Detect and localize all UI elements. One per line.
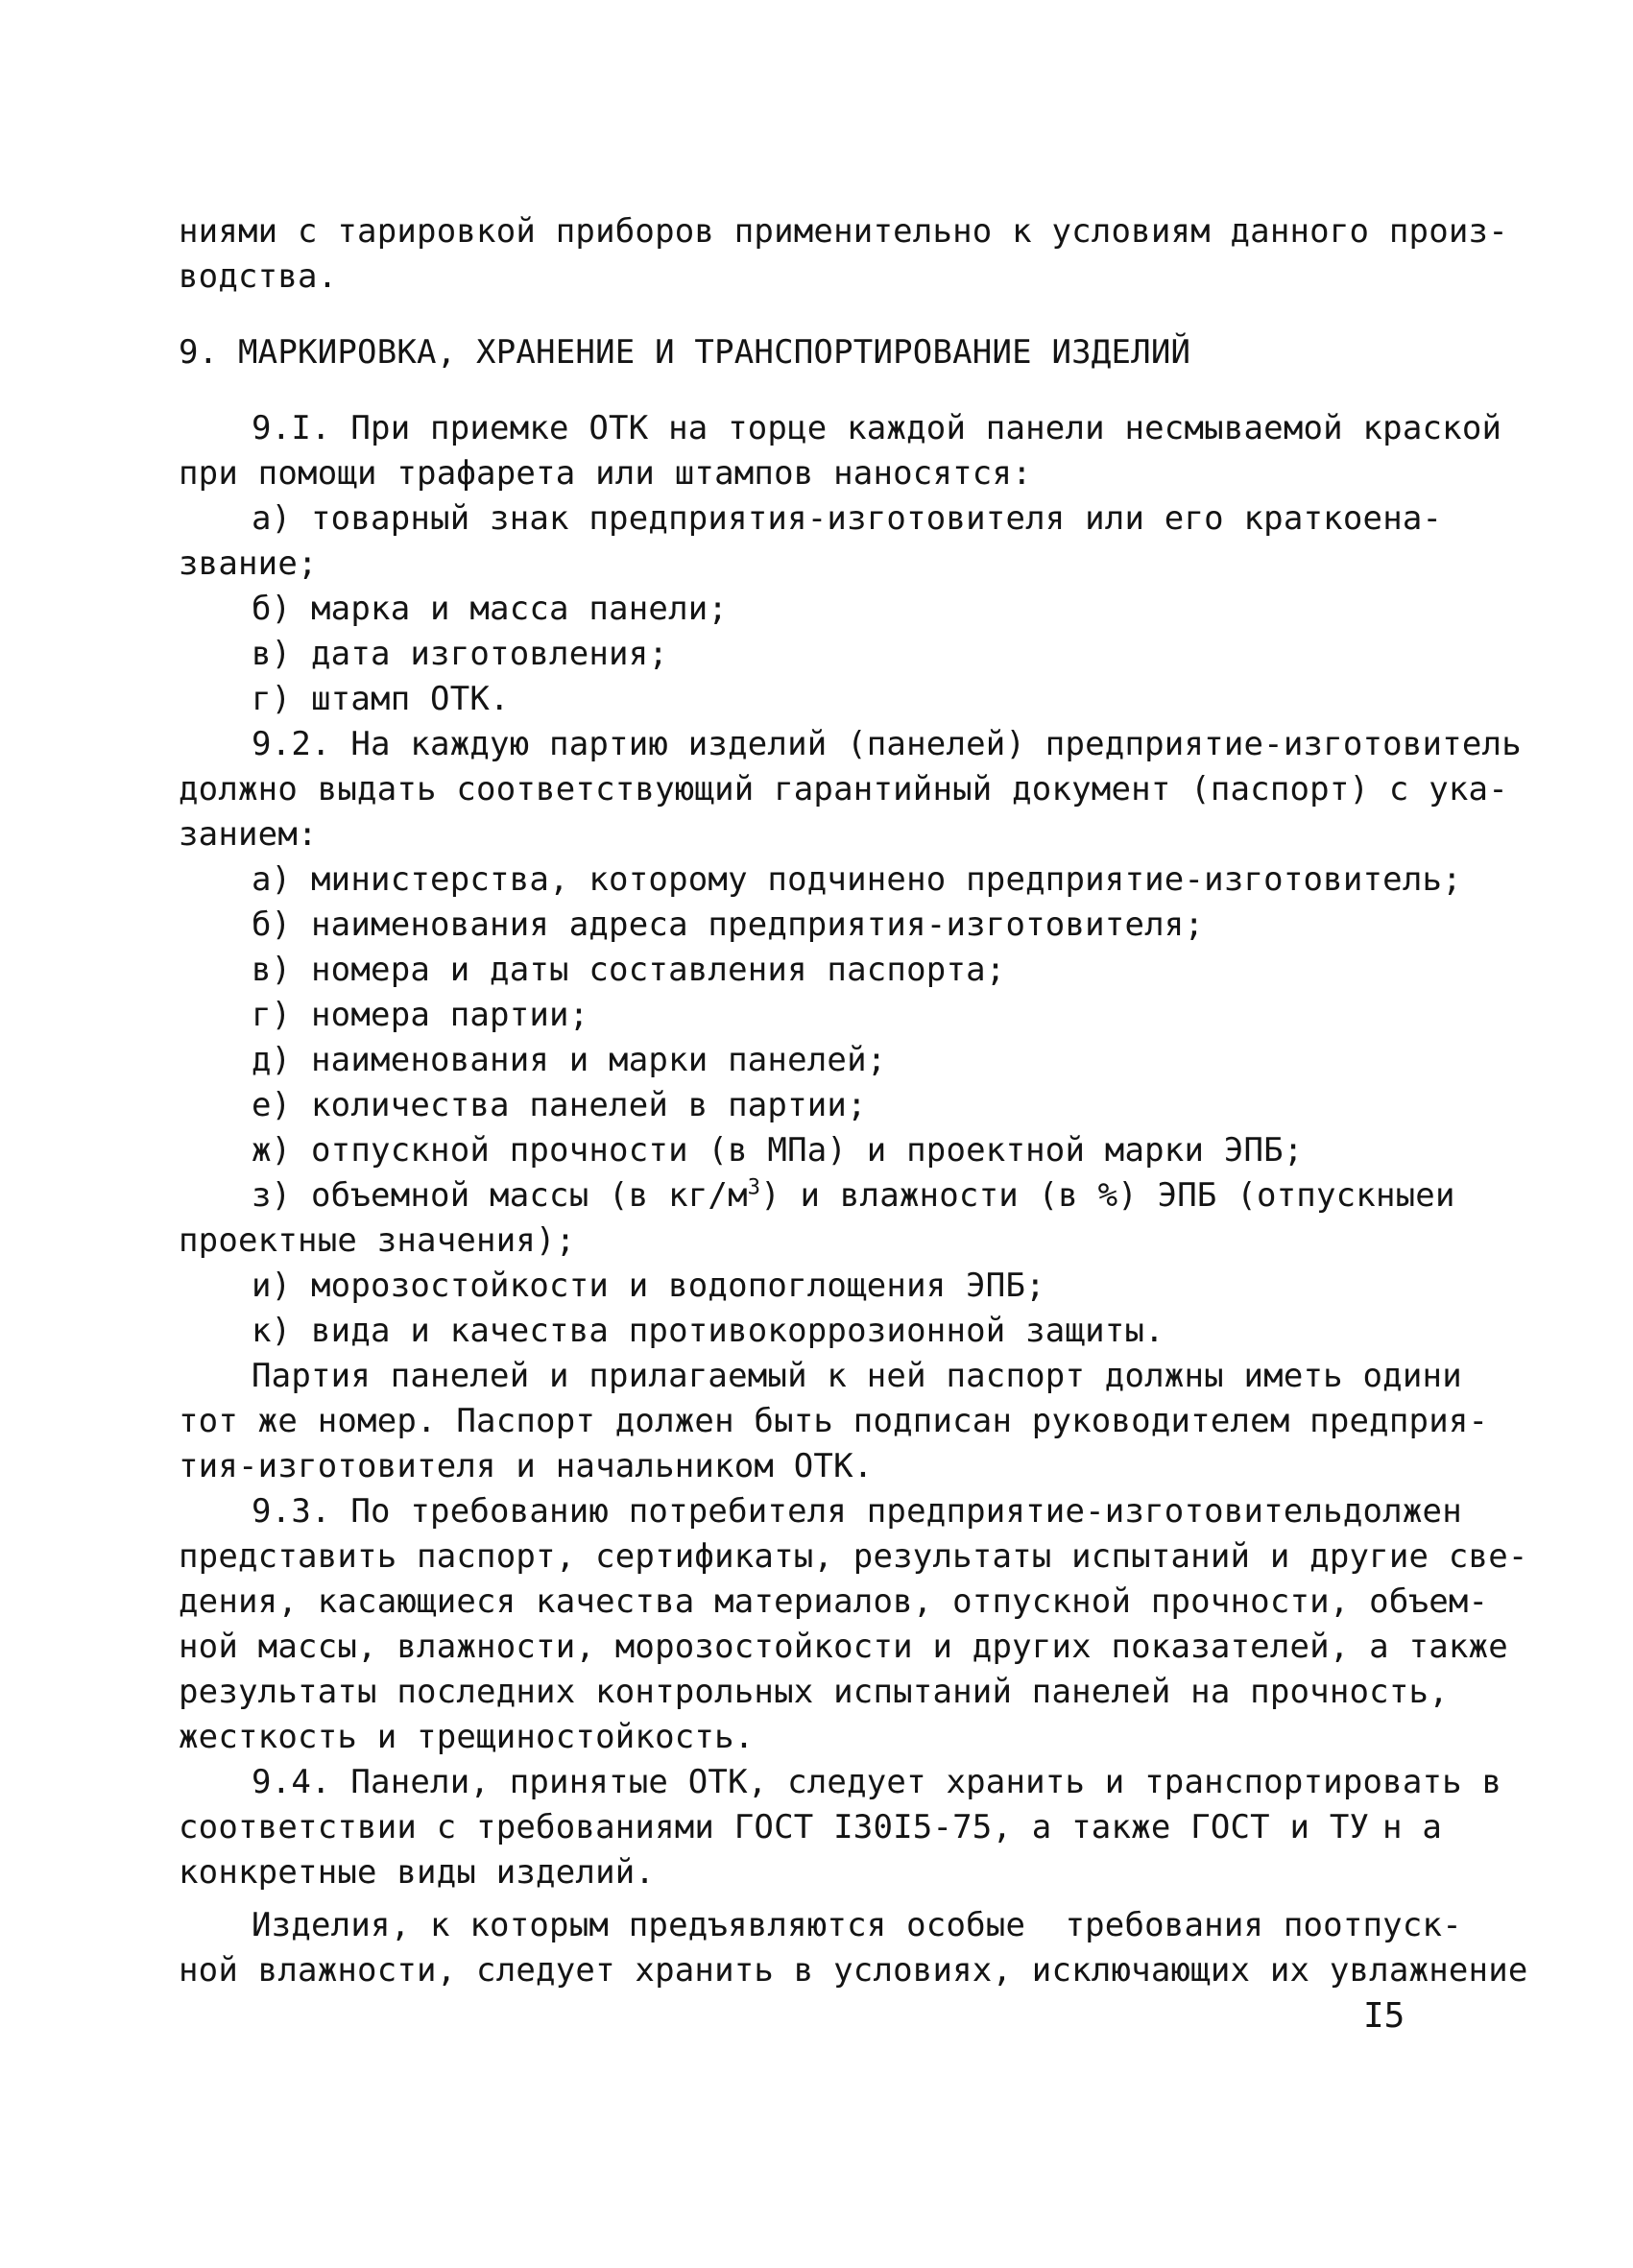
list-item-k: к) вида и качества противокоррозионной защиты. xyxy=(252,1312,1165,1350)
list-item-a: а) товарный знак предприятия-изготовителя или его краткое на- xyxy=(252,499,1443,538)
list-item: б) наименования адреса предприятия-изготовителя; xyxy=(252,905,1205,944)
list-item: г) номера партии; xyxy=(252,996,589,1034)
paragraph-9-2-line: занием: xyxy=(179,815,318,854)
paragraph-9-3-line: результаты последних контрольных испытаний панелей на прочность, xyxy=(179,1673,1449,1711)
text-line: водства. xyxy=(179,257,338,296)
list-item-i: и) морозостойкости и водопоглощения ЭПБ; xyxy=(252,1267,1045,1305)
paragraph-9-1-line: 9.I. При приемке ОТК на торце каждой панели несмываемой краской xyxy=(252,409,1502,447)
batch-paragraph-line: тия-изготовителя и начальником ОТК. xyxy=(179,1447,874,1485)
list-item-g: г) штамп ОТК. xyxy=(252,680,510,718)
list-item: а) министерства, которому подчинено предприятие-изготовитель; xyxy=(252,860,1462,899)
list-item-a-continuation: звание; xyxy=(179,544,318,583)
list-item: ж) отпускной прочности (в МПа) и проектной марки ЭПБ; xyxy=(252,1131,1304,1170)
paragraph-9-3-line: представить паспорт, сертификаты, результаты испытаний и другие све- xyxy=(179,1537,1528,1576)
list-item: е) количества панелей в партии; xyxy=(252,1086,867,1124)
paragraph-9-3-line: дения, касающиеся качества материалов, отпускной прочности, объем - xyxy=(179,1582,1489,1621)
list-item-v: в) дата изготовления; xyxy=(252,635,669,673)
list-item-z-continuation: проектные значения); xyxy=(179,1221,576,1260)
list-item-b: б) марка и масса панели; xyxy=(252,590,729,628)
list-item-z: з) объемной массы (в $кг/м^3$) и влажности (в %) ЭПБ (отпускные и xyxy=(252,1175,1455,1215)
batch-paragraph-line: тот же номер. Паспорт должен быть подписан руководителем предприя - xyxy=(179,1402,1489,1440)
paragraph-9-4-line: 9.4. Панели, принятые ОТК, следует хранить и транспортировать в xyxy=(252,1763,1502,1801)
text-line: ниями с тарировкой приборов применительно к условиям данного произ- xyxy=(179,212,1508,251)
batch-paragraph-line: Партия панелей и прилагаемый к ней паспорт должны иметь один и xyxy=(252,1357,1462,1395)
section-heading: 9. МАРКИРОВКА, ХРАНЕНИЕ И ТРАНСПОРТИРОВАНИЕ ИЗДЕЛИЙ xyxy=(179,333,1191,372)
paragraph-9-2-line: должно выдать соответствующий гарантийный документ (паспорт) с ука- xyxy=(179,770,1508,808)
moisture-paragraph-line: Изделия, к которым предъявляются особые требования по отпуск- xyxy=(252,1906,1462,1944)
paragraph-9-4-line: соответствии с требованиями ГОСТ I30I5-75, а также ГОСТ и ТУ н а xyxy=(179,1808,1442,1846)
list-item: д) наименования и марки панелей; xyxy=(252,1041,887,1079)
superscript: 3 xyxy=(747,1175,761,1200)
paragraph-9-4-line: конкретные виды изделий. xyxy=(179,1853,656,1892)
paragraph-9-3-line: ной массы, влажности, морозостойкости и других показателей, а также xyxy=(179,1628,1508,1666)
moisture-paragraph-line: ной влажности, следует хранить в условиях, исключающих их увлажнение xyxy=(179,1951,1528,1990)
list-item: в) номера и даты составления паспорта; xyxy=(252,951,1006,989)
document-page xyxy=(179,209,1528,1993)
paragraph-9-3-line: жесткость и трещиностойкость. xyxy=(179,1718,755,1756)
paragraph-9-1-line: при помощи трафарета или штампов наносятся: xyxy=(179,454,1032,493)
paragraph-9-3-line: 9.3. По требованию потребителя предприятие-изготовитель должен xyxy=(252,1492,1462,1531)
page-number: I5 xyxy=(1363,1996,1405,2036)
paragraph-9-2-line: 9.2. На каждую партию изделий (панелей) предприятие-изготовитель xyxy=(252,725,1522,763)
